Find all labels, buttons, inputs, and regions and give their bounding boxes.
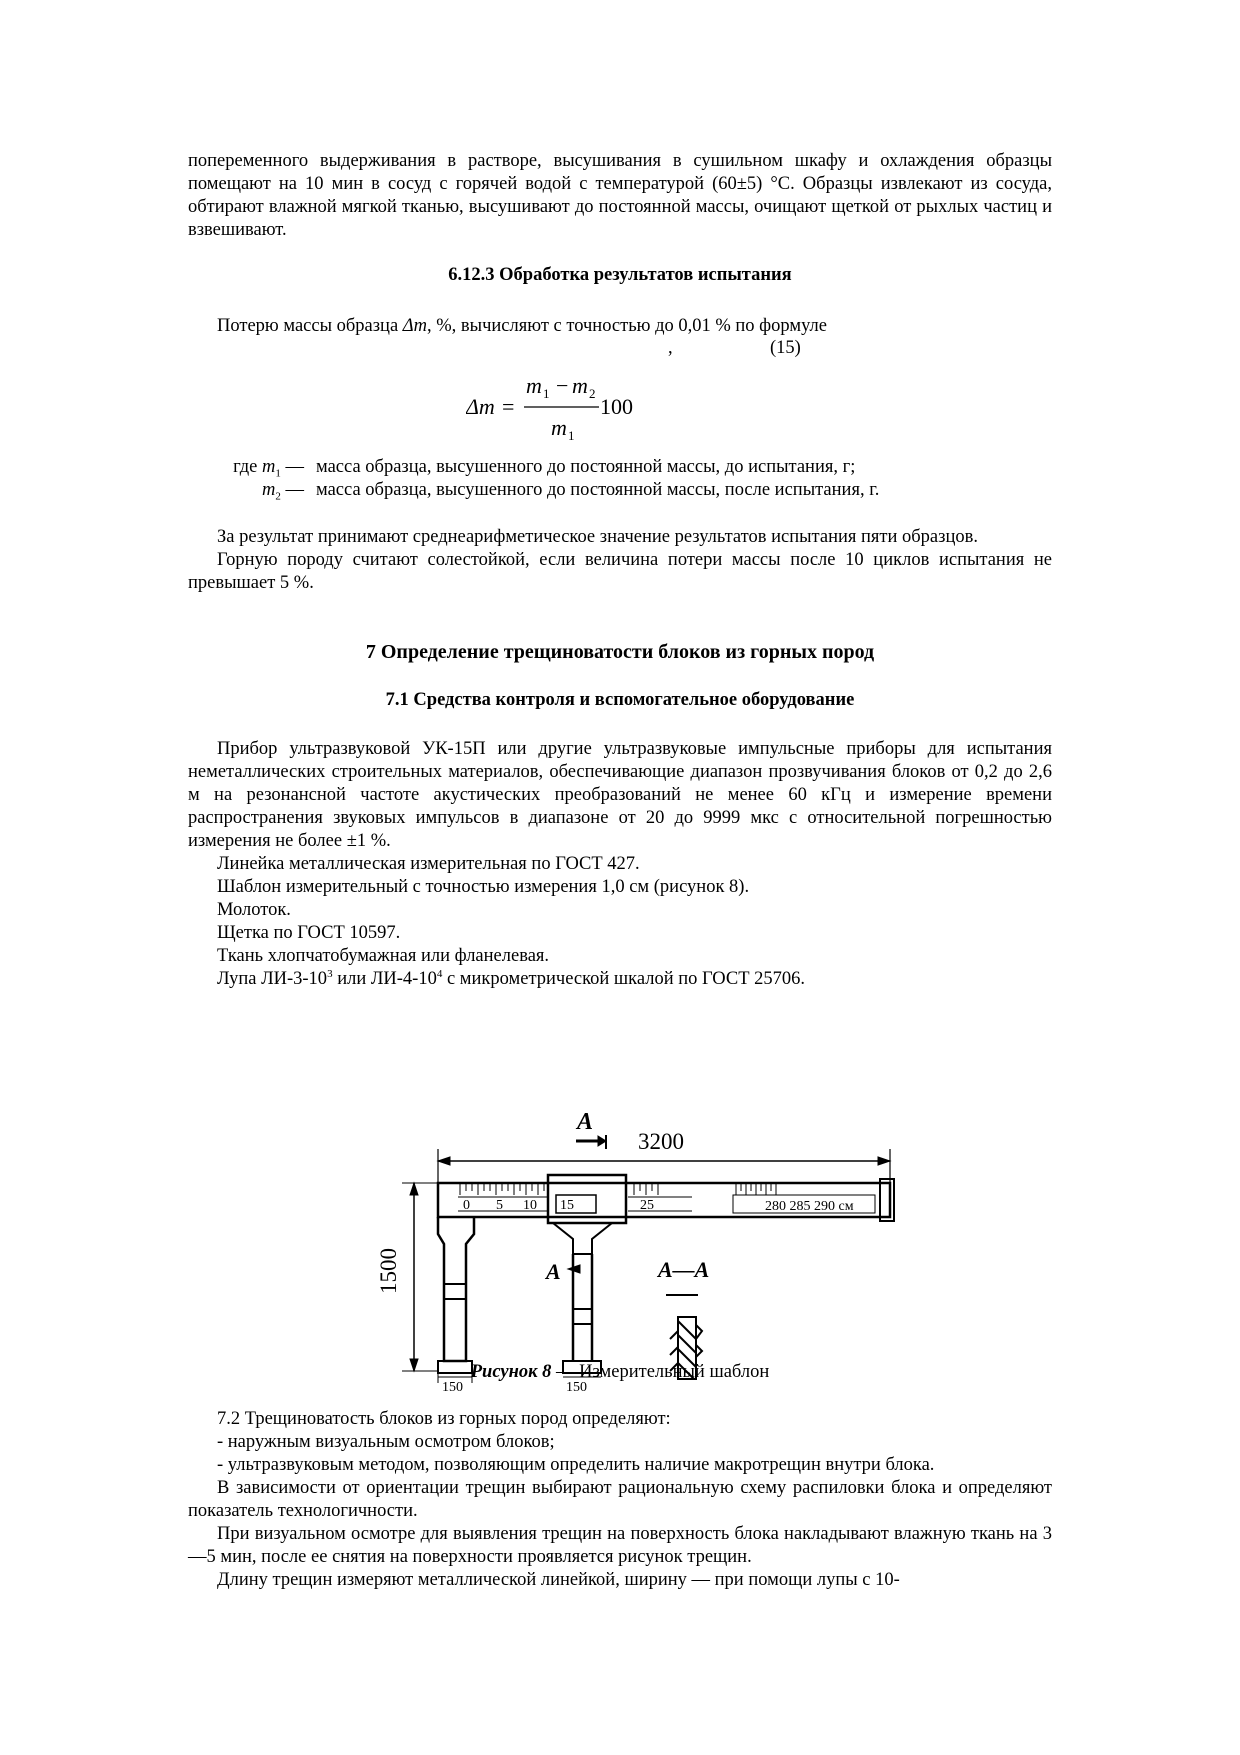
paragraph: При визуальном осмотре для выявления трещин на поверхность блока накладывают влажную ткань на 3—5 мин, после ее снятия на поверхности проявляется рисунок трещин.	[188, 1524, 1052, 1567]
where-list: где $m_1$ — масса образца, высушенного до постоянной массы, до испытания, г; $m_2$ — масса образца, высушенного до постоянной массы, после испытания, г.	[188, 456, 1052, 502]
foot-width-label: 150	[566, 1380, 587, 1395]
svg-text:2: 2	[589, 386, 596, 401]
formula-block	[188, 338, 1052, 443]
paragraph-continuation	[188, 150, 1052, 242]
list-item: Щетка по ГОСТ 10597.	[217, 923, 401, 943]
list-item: Молоток.	[217, 900, 291, 920]
section-heading-6-12-3: 6.12.3 Обработка результатов испытания	[448, 265, 792, 285]
paragraph: Длину трещин измеряют металлической линейкой, ширину — при помощи лупы с 10-	[217, 1570, 900, 1590]
svg-text:А: А	[546, 1259, 561, 1284]
svg-text:1: 1	[568, 428, 575, 443]
list-item: Ткань хлопчатобумажная или фланелевая.	[217, 946, 550, 966]
section-7-2	[188, 1408, 1052, 1592]
mass-loss-formula	[466, 363, 666, 453]
measuring-template-drawing	[188, 1099, 1052, 1439]
svg-text:=: =	[502, 394, 515, 419]
left-leg	[438, 1217, 474, 1361]
bar-end-cap	[880, 1179, 894, 1221]
scale-ticks	[460, 1183, 776, 1195]
foot-width-label: 150	[442, 1380, 463, 1395]
results-paragraphs	[188, 526, 1052, 595]
paragraph: Прибор ультразвуковой УК-15П или другие ультразвуковые импульсные приборы для испытания неметаллических строительных материалов, обеспечивающие диапазон прозвучивания блоков от 0,2 до 2,6 м на резонансной частоте акустических преобразований не менее 60 кГц и измерение времени распространения звуковых импульсов в диапазоне от 20 до 9999 мкс с относительной погрешностью измерения не более ±1 %.	[188, 739, 1052, 851]
list-item: Лупа $ЛИ-3-10^3$ или $ЛИ-4-10^4$ с микрометрической шкалой по ГОСТ 25706.	[217, 968, 805, 989]
section-arrow-head	[598, 1136, 606, 1146]
figure-8	[188, 1099, 1052, 1439]
equipment-section	[188, 738, 1052, 991]
svg-text:−: −	[556, 373, 569, 398]
scale-label-end: 280 285 290 см	[765, 1199, 854, 1214]
list-item: Шаблон измерительный с точностью измерения 1,0 см (рисунок 8).	[217, 877, 750, 897]
paragraph: За результат принимают среднеарифметическое значение результатов испытания пяти образцов.	[217, 527, 978, 547]
paragraph: попеременного выдерживания в растворе, высушивания в сушильном шкафу и охлаждения образцы помещают на 10 мин в сосуд с горячей водой с температурой (60±5) °С. Образцы извлекают из сосуда, обтирают влажной мягкой тканью, высушивают до постоянной массы, очищают щеткой от рыхлых частиц и взвешивают.	[188, 151, 1052, 240]
dimension-length: 3200	[638, 1129, 684, 1154]
section-heading-7-1: 7.1 Средства контроля и вспомогательное оборудование	[385, 690, 855, 710]
section-label: А—А	[658, 1257, 710, 1282]
scale-label: 0	[463, 1198, 470, 1213]
section-heading-7: 7 Определение трещиноватости блоков из горных пород	[365, 641, 875, 663]
formula-number: (15)	[770, 338, 801, 358]
svg-text:m: m	[526, 373, 542, 398]
list-item: - наружным визуальным осмотром блоков;	[217, 1432, 555, 1452]
dimension-height: 1500	[376, 1248, 401, 1294]
svg-text:1: 1	[543, 386, 550, 401]
list-item: - ультразвуковым методом, позволяющим определить наличие макротрещин внутри блока.	[217, 1455, 935, 1475]
formula-comma: ,	[668, 338, 673, 358]
scale-label: 10	[523, 1198, 537, 1213]
svg-text:100: 100	[600, 394, 633, 419]
formula-intro: Потерю массы образца Δm, %, вычисляют с точностью до 0,01 % по формуле	[217, 316, 827, 336]
svg-text:Δm: Δm	[466, 394, 495, 419]
where-definition: масса образца, высушенного до постоянной массы, после испытания, г.	[316, 480, 880, 500]
where-definition: масса образца, высушенного до постоянной массы, до испытания, г;	[316, 457, 856, 477]
paragraph: 7.2 Трещиноватость блоков из горных пород определяют:	[217, 1409, 671, 1429]
svg-text:m: m	[551, 415, 567, 440]
paragraph: Горную породу считают солестойкой, если величина потери массы после 10 циклов испытания не превышает 5 %.	[188, 550, 1052, 593]
scale-label: 5	[496, 1198, 503, 1213]
carriage-window-value: 15	[560, 1198, 574, 1213]
figure-caption: Рисунок 8 — Измерительный шаблон	[470, 1362, 770, 1382]
svg-text:А: А	[577, 1109, 594, 1135]
carriage-neck	[553, 1223, 612, 1254]
paragraph: В зависимости от ориентации трещин выбирают рациональную схему распиловки блока и определяют показатель технологичности.	[188, 1478, 1052, 1521]
list-item: Линейка металлическая измерительная по ГОСТ 427.	[217, 854, 640, 874]
scale-label: 25	[640, 1198, 654, 1213]
svg-text:m: m	[572, 373, 588, 398]
